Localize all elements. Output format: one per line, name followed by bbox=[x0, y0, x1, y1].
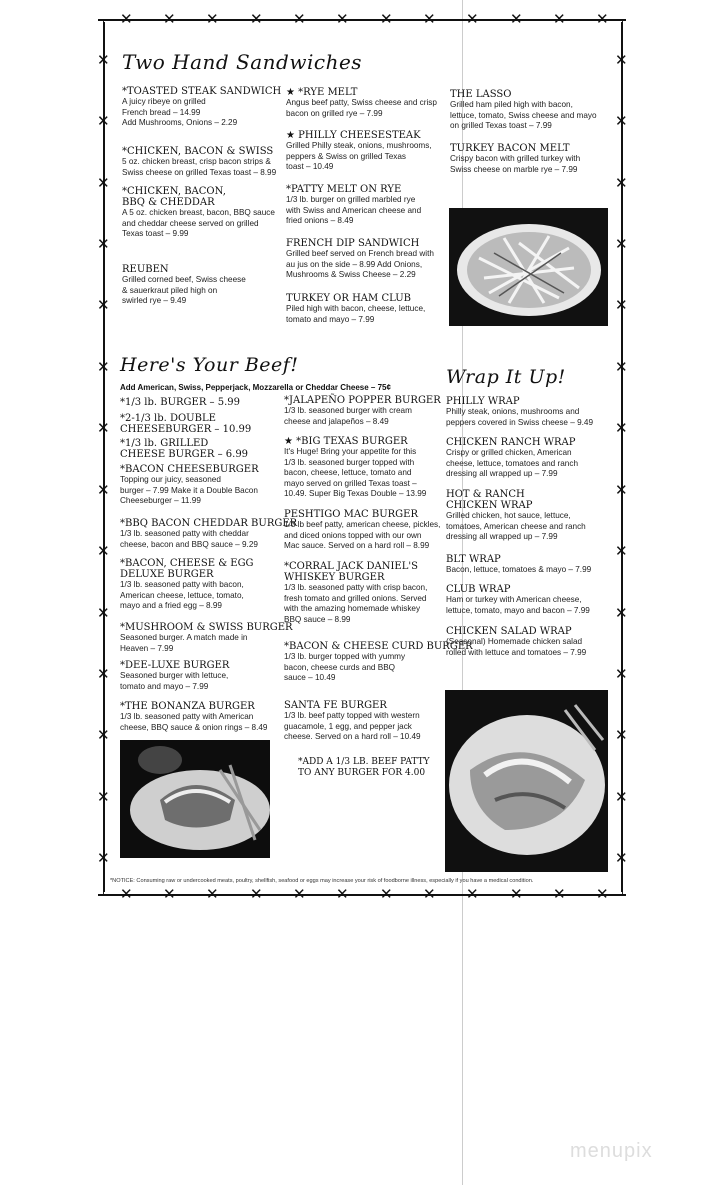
menu-item: *DEE-LUXE BURGER Seasoned burger with lettuce, tomato and mayo – 7.99 bbox=[120, 660, 230, 691]
barb-icon: ✕ bbox=[510, 885, 523, 903]
barb-icon: ✕ bbox=[97, 51, 110, 69]
menu-item: THE LASSO Grilled ham piled high with bacon, lettuce, tomato, Swiss cheese and mayo on grilled Texas toast – 7.99 bbox=[450, 89, 597, 130]
menu-item: TURKEY BACON MELT Crispy bacon with grilled turkey with Swiss cheese on marble rye – 7.99 bbox=[450, 143, 581, 174]
barb-icon: ✕ bbox=[615, 235, 628, 253]
menu-item: *CHICKEN, BACON, BBQ & CHEDDAR A 5 oz. chicken breast, bacon, BBQ sauce and cheddar cheese served on grilled Texas toast – 9.99 bbox=[122, 186, 275, 238]
barb-icon: ✕ bbox=[466, 10, 479, 28]
barb-icon: ✕ bbox=[615, 358, 628, 376]
menu-item: *BACON CHEESEBURGER Topping our juicy, seasoned burger – 7.99 Make it a Double Bacon Cheeseburger – 11.99 bbox=[120, 464, 259, 505]
menu-item: CHICKEN RANCH WRAP Crispy or grilled chicken, American cheese, lettuce, tomatoes and ranch dressing all wrapped up – 7.99 bbox=[446, 437, 578, 478]
barb-icon: ✕ bbox=[553, 10, 566, 28]
barb-icon: ✕ bbox=[97, 542, 110, 560]
barb-icon: ✕ bbox=[97, 481, 110, 499]
menu-item: *1/3 lb. BURGER – 5.99 bbox=[120, 397, 240, 408]
menu-item: *BBQ BACON CHEDDAR BURGER 1/3 lb. seasoned patty with cheddar cheese, bacon and BBQ sauce – 9.29 bbox=[120, 518, 298, 549]
barb-icon: ✕ bbox=[97, 788, 110, 806]
menu-item: *BACON, CHEESE & EGG DELUXE BURGER 1/3 lb. seasoned patty with bacon, American cheese, lettuce, tomato, mayo and a fried egg – 8.99 bbox=[120, 558, 254, 610]
barbed-wire-right bbox=[616, 22, 628, 892]
barbed-wire-left bbox=[98, 22, 110, 892]
menu-item: *JALAPEÑO POPPER BURGER 1/3 lb. seasoned burger with cream cheese and jalapeños – 8.49 bbox=[284, 395, 441, 426]
barb-icon: ✕ bbox=[250, 885, 263, 903]
barb-icon: ✕ bbox=[423, 885, 436, 903]
menu-item: ★ *BIG TEXAS BURGER It's Huge! Bring your appetite for this 1/3 lb. seasoned burger topped with bacon, cheese, lettuce, tomato and mayo served on grilled Texas toast – 10.49. Super Big Texas Double – 13.99 bbox=[284, 436, 427, 498]
menu-item: *CORRAL JACK DANIEL'S WHISKEY BURGER 1/3 lb. seasoned patty with crisp bacon, fresh tomato and grilled onions. Served with the amazing homemade whiskey BBQ sauce – 8.99 bbox=[284, 561, 428, 624]
menu-item: HOT & RANCH CHICKEN WRAP Grilled chicken, hot sauce, lettuce, tomatoes, American cheese and ranch dressing all wrapped up – 7.99 bbox=[446, 489, 586, 541]
barb-icon: ✕ bbox=[380, 885, 393, 903]
barb-icon: ✕ bbox=[615, 604, 628, 622]
barb-icon: ✕ bbox=[97, 604, 110, 622]
menu-item: *1/3 lb. GRILLED CHEESE BURGER – 6.99 bbox=[120, 438, 249, 460]
menu-item: *2-1/3 lb. DOUBLE CHEESEBURGER – 10.99 bbox=[120, 413, 252, 435]
menu-item: *TOASTED STEAK SANDWICH A juicy ribeye on grilled French bread – 14.99 Add Mushrooms, Onions – 2.29 bbox=[122, 86, 282, 127]
barb-icon: ✕ bbox=[466, 885, 479, 903]
barb-icon: ✕ bbox=[120, 10, 133, 28]
barbed-wire-bottom bbox=[98, 885, 626, 903]
barb-icon: ✕ bbox=[97, 112, 110, 130]
menu-item: TURKEY OR HAM CLUB Piled high with bacon, cheese, lettuce, tomato and mayo – 7.99 bbox=[286, 293, 426, 324]
barb-icon: ✕ bbox=[97, 296, 110, 314]
barb-icon: ✕ bbox=[615, 726, 628, 744]
barb-icon: ✕ bbox=[97, 235, 110, 253]
barb-icon: ✕ bbox=[206, 885, 219, 903]
menu-item: SANTA FE BURGER 1/3 lb. beef patty topped with western guacamole, 1 egg, and pepper jack cheese. Served on a hard roll – 10.49 bbox=[284, 700, 421, 741]
food-photo-wrap bbox=[445, 690, 608, 872]
beef-title: Here's Your Beef! bbox=[120, 354, 299, 376]
barb-icon: ✕ bbox=[250, 10, 263, 28]
menu-item: *THE BONANZA BURGER 1/3 lb. seasoned patty with American cheese, BBQ sauce & onion rings – 8.49 bbox=[120, 701, 268, 732]
menu-item: CHICKEN SALAD WRAP (Seasonal) Homemade chicken salad rolled with lettuce and tomatoes – 7.99 bbox=[446, 626, 587, 657]
barb-icon: ✕ bbox=[163, 885, 176, 903]
menupix-watermark: menupix bbox=[570, 1140, 653, 1162]
barb-icon: ✕ bbox=[97, 726, 110, 744]
menu-item: *MUSHROOM & SWISS BURGER Seasoned burger. A match made in Heaven – 7.99 bbox=[120, 622, 293, 653]
barb-icon: ✕ bbox=[510, 10, 523, 28]
barb-icon: ✕ bbox=[615, 174, 628, 192]
add-patty-note: *ADD A 1/3 LB. BEEF PATTY TO ANY BURGER FOR 4.00 bbox=[298, 757, 430, 778]
barb-icon: ✕ bbox=[293, 885, 306, 903]
barb-icon: ✕ bbox=[97, 358, 110, 376]
barb-icon: ✕ bbox=[97, 419, 110, 437]
barb-icon: ✕ bbox=[615, 296, 628, 314]
barb-icon: ✕ bbox=[615, 51, 628, 69]
barb-icon: ✕ bbox=[615, 112, 628, 130]
menu-item: *CHICKEN, BACON & SWISS 5 oz. chicken breast, crisp bacon strips & Swiss cheese on grilled Texas toast – 8.99 bbox=[122, 146, 277, 177]
menu-item: PHILLY WRAP Philly steak, onions, mushrooms and peppers covered in Swiss cheese – 9.49 bbox=[446, 396, 594, 427]
wraps-title: Wrap It Up! bbox=[446, 366, 566, 388]
menu-item: ★ *RYE MELT Angus beef patty, Swiss cheese and crisp bacon on grilled rye – 7.99 bbox=[286, 87, 437, 118]
barb-icon: ✕ bbox=[596, 10, 609, 28]
menu-item: PESHTIGO MAC BURGER 1/3 lb beef patty, american cheese, pickles, and diced onions topped with our own Mac sauce. Served on a hard roll – 8.99 bbox=[284, 509, 441, 550]
barb-icon: ✕ bbox=[97, 849, 110, 867]
barb-icon: ✕ bbox=[615, 665, 628, 683]
menu-item: BLT WRAP Bacon, lettuce, tomatoes & mayo – 7.99 bbox=[446, 554, 592, 574]
barb-icon: ✕ bbox=[293, 10, 306, 28]
menu-item: *PATTY MELT ON RYE 1/3 lb. burger on grilled marbled rye with Swiss and American cheese and fried onions – 8.49 bbox=[286, 184, 422, 225]
barb-icon: ✕ bbox=[380, 10, 393, 28]
barb-icon: ✕ bbox=[120, 885, 133, 903]
barb-icon: ✕ bbox=[615, 481, 628, 499]
wire-line bbox=[98, 894, 626, 896]
barb-icon: ✕ bbox=[615, 849, 628, 867]
barb-icon: ✕ bbox=[615, 419, 628, 437]
barbed-wire-top bbox=[98, 10, 626, 28]
menu-item: ★ PHILLY CHEESESTEAK Grilled Philly steak, onions, mushrooms, peppers & Swiss on grilled Texas toast – 10.49 bbox=[286, 130, 432, 171]
wire-line bbox=[98, 19, 626, 21]
barb-icon: ✕ bbox=[615, 542, 628, 560]
menu-item: FRENCH DIP SANDWICH Grilled beef served on French bread with au jus on the side – 8.99 Add Onions, Mushrooms & Swiss Cheese – 2.29 bbox=[286, 238, 434, 279]
barb-icon: ✕ bbox=[97, 174, 110, 192]
food-safety-notice: *NOTICE: Consuming raw or undercooked meats, poultry, shellfish, seafood or eggs may increase your risk of foodborne illness, especially if you have a medical condition. bbox=[110, 878, 534, 884]
barb-icon: ✕ bbox=[163, 10, 176, 28]
menu-item: CLUB WRAP Ham or turkey with American cheese, lettuce, tomato, mayo and bacon – 7.99 bbox=[446, 584, 590, 615]
food-photo-fries bbox=[449, 208, 608, 326]
food-photo-burger bbox=[120, 740, 270, 858]
wire-line bbox=[103, 22, 105, 892]
barb-icon: ✕ bbox=[615, 788, 628, 806]
barb-icon: ✕ bbox=[206, 10, 219, 28]
menu-item: REUBEN Grilled corned beef, Swiss cheese & sauerkraut piled high on swirled rye – 9.49 bbox=[122, 264, 246, 305]
barb-icon: ✕ bbox=[336, 10, 349, 28]
menu-item: *BACON & CHEESE CURD BURGER 1/3 lb. burger topped with yummy bacon, cheese curds and BBQ sauce – 10.49 bbox=[284, 641, 473, 682]
barb-icon: ✕ bbox=[553, 885, 566, 903]
barb-icon: ✕ bbox=[423, 10, 436, 28]
barb-icon: ✕ bbox=[596, 885, 609, 903]
sandwiches-title: Two Hand Sandwiches bbox=[122, 50, 363, 74]
barb-icon: ✕ bbox=[336, 885, 349, 903]
wire-line bbox=[621, 22, 623, 892]
barb-icon: ✕ bbox=[97, 665, 110, 683]
beef-subtitle: Add American, Swiss, Pepperjack, Mozzarella or Cheddar Cheese – 75¢ bbox=[120, 383, 391, 392]
